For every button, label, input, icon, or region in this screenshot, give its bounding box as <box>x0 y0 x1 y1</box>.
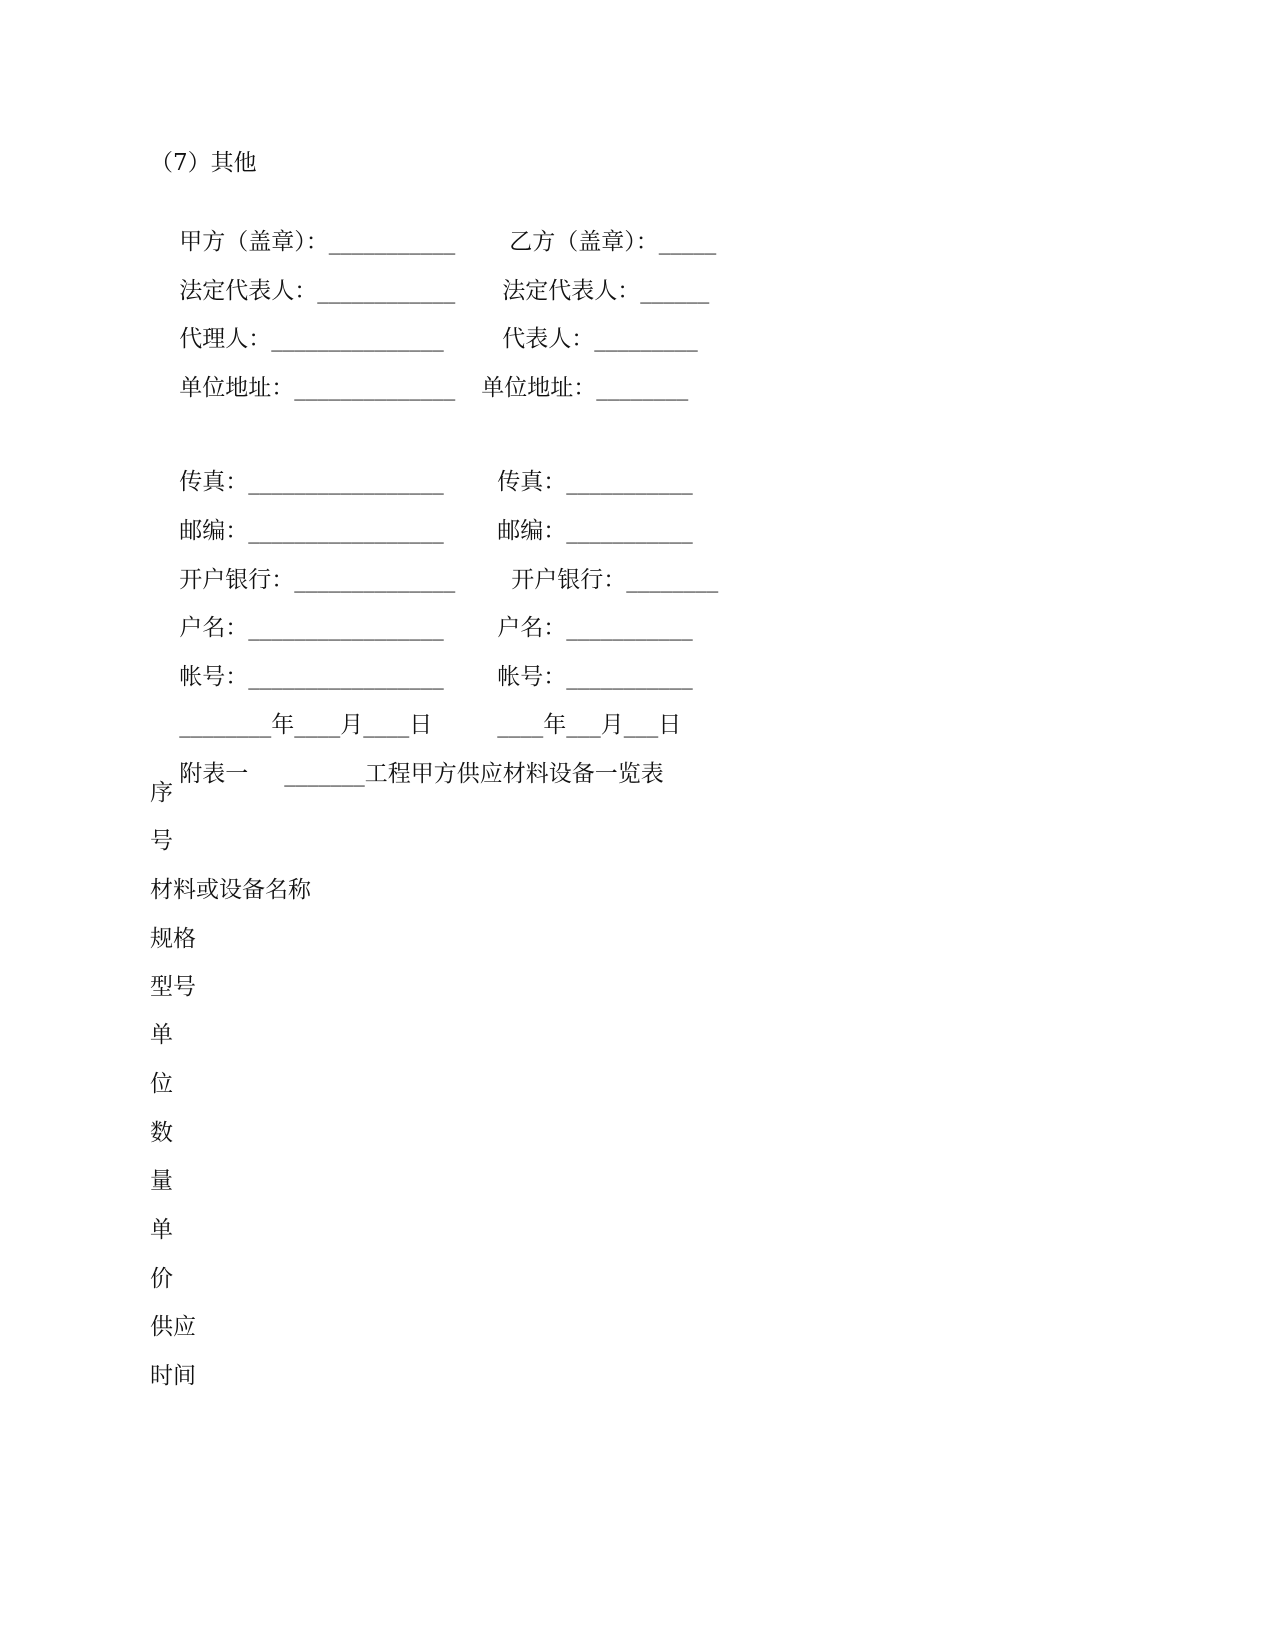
table-header-cell: 单 <box>150 1217 173 1243</box>
table-header-cell: 时间 <box>150 1363 196 1389</box>
party-b-fax: 传真：___________ <box>497 469 693 495</box>
table-header-cell: 型号 <box>150 974 196 1000</box>
appendix-title: _______工程甲方供应材料设备一览表 <box>284 761 664 787</box>
party-b-account-name: 户名：___________ <box>497 615 693 641</box>
party-a-legal-rep: 法定代表人：____________ <box>179 278 456 304</box>
party-a-address: 单位地址：______________ <box>179 375 456 401</box>
fax-line <box>150 437 693 495</box>
legal-rep-line <box>150 246 710 304</box>
party-b-date: ____年___月___日 <box>497 712 682 738</box>
party-b-account-number: 帐号：___________ <box>497 664 693 690</box>
postcode-line <box>150 486 693 544</box>
table-header-cell: 单 <box>150 1022 173 1048</box>
party-a-agent: 代理人：_______________ <box>179 326 444 352</box>
party-a-account-name: 户名：_________________ <box>179 615 444 641</box>
table-header-cell: 序 <box>150 780 173 806</box>
party-seal-line <box>150 197 717 255</box>
date-line <box>150 680 682 738</box>
address-line <box>150 343 689 401</box>
table-header-cell: 价 <box>150 1266 173 1292</box>
table-header-cell: 规格 <box>150 926 196 952</box>
table-header-cell: 号 <box>150 828 173 854</box>
party-a-fax: 传真：_________________ <box>179 469 444 495</box>
appendix-label: 附表一 <box>179 761 249 787</box>
party-b-seal: 乙方（盖章）：_____ <box>509 229 717 255</box>
party-a-seal: 甲方（盖章）：___________ <box>179 229 456 255</box>
account-number-line <box>150 632 693 690</box>
table-header-cell: 数 <box>150 1120 173 1146</box>
party-b-representative: 代表人：_________ <box>502 326 698 352</box>
account-name-line <box>150 583 693 641</box>
party-b-legal-rep: 法定代表人：______ <box>502 278 710 304</box>
party-b-postcode: 邮编：___________ <box>497 518 693 544</box>
bank-line <box>150 535 719 593</box>
party-a-account-number: 帐号：_________________ <box>179 664 444 690</box>
table-header-cell: 供应 <box>150 1314 196 1340</box>
party-a-bank: 开户银行：______________ <box>179 567 456 593</box>
appendix-title-line <box>150 729 664 787</box>
party-b-address: 单位地址：________ <box>481 375 689 401</box>
table-header-cell: 材料或设备名称 <box>150 877 311 903</box>
party-b-bank: 开户银行：________ <box>511 567 719 593</box>
party-a-postcode: 邮编：_________________ <box>179 518 444 544</box>
table-header-cell: 量 <box>150 1168 173 1194</box>
agent-line <box>150 294 698 352</box>
section-title: （7）其他 <box>150 150 257 176</box>
party-a-date: ________年____月____日 <box>179 712 433 738</box>
table-header-cell: 位 <box>150 1071 173 1097</box>
